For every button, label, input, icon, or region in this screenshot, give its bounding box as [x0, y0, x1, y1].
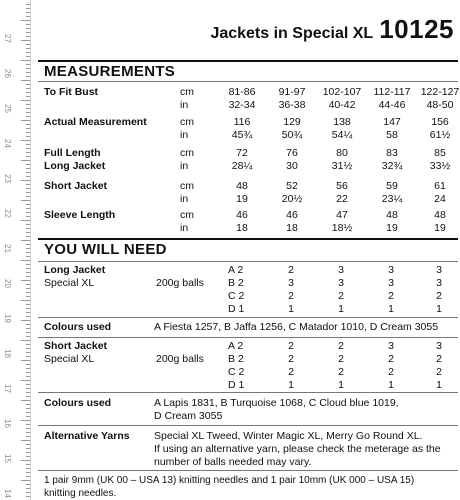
ruler-tick [26, 112, 30, 113]
ruler-tick [26, 156, 30, 157]
yarn-ball-count: 2 [288, 290, 294, 302]
ruler-tick [26, 356, 30, 357]
yarn-ball-count: 3 [388, 340, 394, 352]
measurement-value: 20½ [281, 193, 303, 205]
ruler-number: 19 [3, 314, 12, 323]
divider [38, 425, 458, 426]
ruler-tick [26, 392, 30, 393]
ruler-tick [26, 436, 30, 437]
yarn-table-subtitle: Special XL [44, 277, 95, 289]
ruler-tick [26, 368, 30, 369]
ruler-tick [26, 408, 30, 409]
measurement-value: 56 [336, 180, 348, 192]
colours-used-label: Colours used [44, 397, 112, 409]
ruler-tick [26, 432, 30, 433]
unit-label: in [180, 160, 189, 172]
yarn-ball-count: 2 [338, 290, 344, 302]
measurement-value: 147 [383, 116, 401, 128]
yarn-ball-count: 2 [338, 340, 344, 352]
ruler-tick [26, 236, 30, 237]
ruler-tick [26, 204, 30, 205]
yarn-letter: C 2 [228, 366, 245, 378]
ruler-number: 17 [3, 384, 12, 393]
ruler-tick [26, 32, 30, 33]
measurement-value: 112-117 [373, 86, 411, 98]
measurement-value: 18½ [331, 222, 353, 234]
ruler-tick [26, 376, 30, 377]
measurement-value: 48-50 [426, 99, 454, 111]
yarn-ball-count: 1 [288, 379, 294, 391]
ruler-tick [26, 44, 30, 45]
yarn-ball-count: 2 [288, 340, 294, 352]
ruler-number: 18 [3, 349, 12, 358]
ruler-tick [21, 200, 30, 201]
ruler-tick [26, 232, 30, 233]
ruler-tick [26, 488, 30, 489]
measurement-value: 54¼ [331, 129, 353, 141]
ruler-tick [26, 128, 30, 129]
measurement-value: 31½ [331, 160, 353, 172]
ruler-tick [21, 340, 30, 341]
ruler-tick [26, 416, 30, 417]
you-will-need-heading: YOU WILL NEED [44, 241, 167, 258]
ruler-tick [26, 68, 30, 69]
yarn-ball-count: 2 [288, 366, 294, 378]
yarn-letter: A 2 [228, 264, 244, 276]
ruler-tick [26, 328, 30, 329]
measurement-value: 48 [386, 209, 398, 221]
yarn-letter: B 2 [228, 277, 244, 289]
ruler-tick [26, 324, 30, 325]
yarn-table-title: Long Jacket [44, 264, 106, 276]
ruler-number: 15 [3, 454, 12, 463]
ruler-tick [26, 308, 30, 309]
ball-weight: 200g balls [156, 277, 204, 289]
ruler-tick [21, 400, 30, 401]
ruler-number: 14 [3, 489, 12, 498]
measurement-value: 48 [236, 180, 248, 192]
ruler-tick [26, 364, 30, 365]
ruler-tick [21, 440, 30, 441]
ruler-tick [21, 100, 30, 101]
ruler-tick [21, 160, 30, 161]
ruler-tick [26, 124, 30, 125]
measurement-value: 45¾ [231, 129, 253, 141]
unit-label: cm [180, 209, 194, 221]
yarn-letter: B 2 [228, 353, 244, 365]
measurement-label: Sleeve Length [44, 209, 116, 221]
yarn-ball-count: 3 [436, 340, 442, 352]
ruler-tick [26, 472, 30, 473]
ruler-tick [26, 24, 30, 25]
yarn-ball-count: 2 [288, 264, 294, 276]
measurement-value: 138 [333, 116, 351, 128]
measurement-value: 52 [286, 180, 298, 192]
yarn-letter: D 1 [228, 303, 245, 315]
ruler-tick [26, 484, 30, 485]
ruler-tick [26, 76, 30, 77]
side-ruler [0, 0, 31, 500]
ruler-tick [26, 396, 30, 397]
ruler-tick [26, 172, 30, 173]
ruler-tick [26, 464, 30, 465]
ruler-tick [26, 64, 30, 65]
divider [38, 238, 458, 240]
yarn-ball-count: 1 [436, 379, 442, 391]
ruler-tick [26, 224, 30, 225]
measurement-value: 46 [286, 209, 298, 221]
yarn-ball-count: 3 [288, 277, 294, 289]
ruler-tick [26, 448, 30, 449]
ruler-tick [26, 56, 30, 57]
measurement-value: 23¼ [381, 193, 403, 205]
measurement-value: 156 [431, 116, 449, 128]
measurement-value: 102-107 [322, 86, 362, 98]
yarn-letter: D 1 [228, 379, 245, 391]
ruler-number: 22 [3, 209, 12, 218]
measurement-value: 72 [236, 147, 248, 159]
unit-label: cm [180, 86, 194, 98]
ruler-tick [26, 52, 30, 53]
measurement-value: 28¼ [231, 160, 253, 172]
divider [38, 81, 458, 82]
pattern-page [38, 0, 458, 500]
ruler-tick [26, 244, 30, 245]
pattern-header [210, 14, 454, 45]
colours-used-text-line: D Cream 3055 [154, 410, 223, 422]
ruler-tick [26, 92, 30, 93]
ruler-tick [26, 468, 30, 469]
ruler-tick [26, 104, 30, 105]
measurement-value: 91-97 [278, 86, 306, 98]
ruler-tick [26, 292, 30, 293]
alternative-yarns-text-line: Special XL Tweed, Winter Magic XL, Merry Go Round XL. [154, 430, 423, 442]
ruler-tick [26, 136, 30, 137]
alternative-yarns-text-line: If using an alternative yarn, please check the meterage as the [154, 443, 441, 455]
ruler-tick [26, 132, 30, 133]
ruler-tick [26, 444, 30, 445]
ruler-tick [21, 280, 30, 281]
yarn-ball-count: 2 [388, 353, 394, 365]
measurement-value: 47 [336, 209, 348, 221]
ruler-tick [26, 456, 30, 457]
ruler-tick [26, 428, 30, 429]
yarn-ball-count: 1 [338, 303, 344, 315]
ruler-tick [26, 312, 30, 313]
ruler-tick [26, 252, 30, 253]
measurement-value: 50¾ [281, 129, 303, 141]
ruler-tick [26, 496, 30, 497]
divider [38, 60, 458, 62]
ruler-tick [26, 184, 30, 185]
ruler-tick [26, 192, 30, 193]
ruler-tick [26, 164, 30, 165]
measurement-value: 22 [336, 193, 348, 205]
ruler-tick [26, 336, 30, 337]
ruler-tick [26, 284, 30, 285]
ruler-tick [21, 480, 30, 481]
ruler-tick [21, 220, 30, 221]
measurement-value: 19 [386, 222, 398, 234]
ruler-tick [26, 108, 30, 109]
measurement-value: 33½ [429, 160, 451, 172]
divider [38, 261, 458, 262]
ruler-tick [26, 348, 30, 349]
unit-label: cm [180, 180, 194, 192]
ruler-number: 21 [3, 244, 12, 253]
ruler-tick [21, 60, 30, 61]
ruler-tick [21, 300, 30, 301]
ruler-tick [21, 180, 30, 181]
colours-used-label: Colours used [44, 321, 112, 333]
ruler-tick [26, 72, 30, 73]
yarn-ball-count: 1 [388, 379, 394, 391]
ruler-tick [26, 288, 30, 289]
ruler-tick [26, 344, 30, 345]
ruler-number: 16 [3, 419, 12, 428]
unit-label: in [180, 99, 189, 111]
measurement-value: 122-127 [420, 86, 460, 98]
yarn-ball-count: 1 [288, 303, 294, 315]
ruler-tick [26, 96, 30, 97]
ruler-tick [26, 188, 30, 189]
ruler-tick [26, 16, 30, 17]
ruler-tick [26, 268, 30, 269]
measurement-value: 32-34 [228, 99, 256, 111]
ruler-tick [26, 372, 30, 373]
divider [38, 392, 458, 393]
yarn-ball-count: 1 [338, 379, 344, 391]
ruler-tick [21, 380, 30, 381]
ruler-tick [26, 352, 30, 353]
ruler-tick [26, 148, 30, 149]
measurement-value: 40-42 [328, 99, 356, 111]
ruler-tick [26, 152, 30, 153]
ruler-tick [21, 80, 30, 81]
needles-text-line: knitting needles. [44, 488, 117, 499]
yarn-ball-count: 3 [338, 264, 344, 276]
ruler-tick [26, 452, 30, 453]
measurement-value: 61½ [429, 129, 451, 141]
measurement-value: 19 [434, 222, 446, 234]
yarn-ball-count: 3 [436, 277, 442, 289]
ruler-tick [26, 84, 30, 85]
ruler-tick [21, 460, 30, 461]
ruler-tick [26, 176, 30, 177]
ruler-number: 25 [3, 104, 12, 113]
ruler-number: 23 [3, 174, 12, 183]
ruler-tick [21, 420, 30, 421]
yarn-table-subtitle: Special XL [44, 353, 95, 365]
measurements-heading: MEASUREMENTS [44, 63, 176, 80]
unit-label: in [180, 193, 189, 205]
measurement-label: To Fit Bust [44, 86, 99, 98]
measurement-value: 19 [236, 193, 248, 205]
measurement-value: 83 [386, 147, 398, 159]
pattern-code: 10125 [379, 14, 454, 44]
colours-used-text: A Fiesta 1257, B Jaffa 1256, C Matador 1010, D Cream 3055 [154, 321, 439, 333]
ruler-tick [26, 196, 30, 197]
ruler-tick [21, 40, 30, 41]
colours-used-text-line: A Lapis 1831, B Turquoise 1068, C Cloud blue 1019, [154, 397, 399, 409]
measurement-label: Full Length [44, 147, 101, 159]
yarn-ball-count: 2 [288, 353, 294, 365]
ruler-tick [26, 48, 30, 49]
measurement-value: 80 [336, 147, 348, 159]
ruler-tick [26, 4, 30, 5]
ruler-tick [21, 320, 30, 321]
ruler-tick [21, 260, 30, 261]
ruler-tick [26, 28, 30, 29]
measurement-value: 24 [434, 193, 446, 205]
yarn-ball-count: 3 [388, 264, 394, 276]
ruler-number: 27 [3, 34, 12, 43]
ruler-tick [26, 276, 30, 277]
measurement-value: 85 [434, 147, 446, 159]
alternative-yarns-label: Alternative Yarns [44, 430, 130, 442]
ball-weight: 200g balls [156, 353, 204, 365]
ruler-tick [21, 360, 30, 361]
measurement-value: 30 [286, 160, 298, 172]
yarn-ball-count: 3 [388, 277, 394, 289]
unit-label: in [180, 222, 189, 234]
ruler-tick [21, 140, 30, 141]
measurement-value: 36-38 [278, 99, 306, 111]
ruler-tick [26, 388, 30, 389]
ruler-tick [26, 208, 30, 209]
measurement-label: Short Jacket [44, 180, 108, 192]
needles-text-line: 1 pair 9mm (UK 00 – USA 13) knitting needles and 1 pair 10mm (UK 000 – USA 15) [44, 475, 415, 486]
ruler-tick [26, 264, 30, 265]
ruler-tick [26, 332, 30, 333]
yarn-ball-count: 2 [338, 366, 344, 378]
ruler-tick [26, 296, 30, 297]
ruler-tick [26, 248, 30, 249]
measurement-value: 18 [286, 222, 298, 234]
yarn-ball-count: 3 [436, 264, 442, 276]
yarn-ball-count: 2 [388, 290, 394, 302]
ruler-tick [26, 492, 30, 493]
pattern-title: Jackets in Special XL [210, 25, 374, 42]
yarn-ball-count: 2 [436, 366, 442, 378]
yarn-letter: C 2 [228, 290, 245, 302]
measurement-value: 76 [286, 147, 298, 159]
alternative-yarns-text-line: number of balls needed may vary. [154, 456, 312, 468]
yarn-ball-count: 2 [388, 366, 394, 378]
ruler-tick [26, 216, 30, 217]
measurement-value: 18 [236, 222, 248, 234]
ruler-tick [26, 304, 30, 305]
yarn-ball-count: 3 [338, 277, 344, 289]
ruler-tick [21, 20, 30, 21]
measurement-value: 58 [386, 129, 398, 141]
divider [38, 337, 458, 338]
ruler-tick [26, 36, 30, 37]
unit-label: cm [180, 116, 194, 128]
measurement-value: 116 [233, 116, 251, 128]
ruler-tick [26, 228, 30, 229]
measurement-value: 59 [386, 180, 398, 192]
ruler-number: 24 [3, 139, 12, 148]
ruler-tick [21, 120, 30, 121]
ruler-tick [26, 476, 30, 477]
measurement-value: 46 [236, 209, 248, 221]
ruler-tick [26, 384, 30, 385]
measurement-label: Long Jacket [44, 160, 106, 172]
yarn-ball-count: 1 [388, 303, 394, 315]
measurement-value: 61 [434, 180, 446, 192]
divider [38, 470, 458, 471]
measurement-value: 44-46 [378, 99, 406, 111]
measurement-value: 48 [434, 209, 446, 221]
ruler-tick [26, 272, 30, 273]
yarn-ball-count: 2 [436, 290, 442, 302]
measurement-value: 81-86 [228, 86, 256, 98]
measurement-value: 129 [283, 116, 301, 128]
ruler-number: 20 [3, 279, 12, 288]
ruler-tick [26, 116, 30, 117]
ruler-tick [26, 88, 30, 89]
yarn-letter: A 2 [228, 340, 244, 352]
yarn-ball-count: 2 [436, 353, 442, 365]
ruler-tick [26, 212, 30, 213]
yarn-ball-count: 2 [338, 353, 344, 365]
ruler-tick [26, 412, 30, 413]
unit-label: in [180, 129, 189, 141]
measurement-label: Actual Measurement [44, 116, 147, 128]
ruler-tick [26, 256, 30, 257]
ruler-tick [26, 168, 30, 169]
ruler-tick [26, 8, 30, 9]
yarn-ball-count: 1 [436, 303, 442, 315]
ruler-tick [26, 404, 30, 405]
unit-label: cm [180, 147, 194, 159]
ruler-number: 26 [3, 69, 12, 78]
divider [38, 317, 458, 318]
ruler-tick [26, 144, 30, 145]
measurement-value: 32¾ [381, 160, 403, 172]
ruler-tick [21, 240, 30, 241]
ruler-tick [26, 12, 30, 13]
ruler-tick [26, 316, 30, 317]
yarn-table-title: Short Jacket [44, 340, 108, 352]
ruler-tick [26, 424, 30, 425]
